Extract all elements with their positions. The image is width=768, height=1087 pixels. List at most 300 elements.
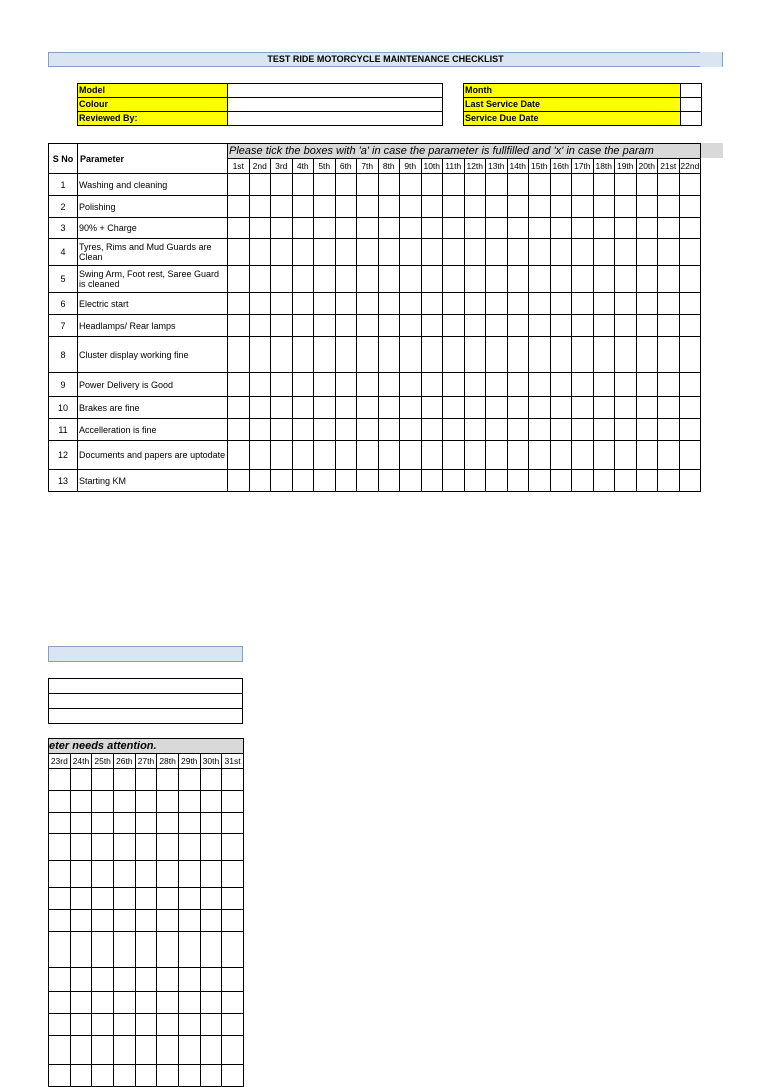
check-cell[interactable] — [292, 337, 314, 373]
check-cell[interactable] — [113, 861, 135, 888]
check-cell[interactable] — [200, 910, 222, 932]
check-cell[interactable] — [421, 196, 443, 218]
check-cell[interactable] — [113, 1036, 135, 1065]
check-cell[interactable] — [200, 932, 222, 968]
check-cell[interactable] — [464, 239, 486, 266]
check-cell[interactable] — [615, 373, 637, 397]
check-cell[interactable] — [49, 1065, 71, 1087]
check-cell[interactable] — [679, 373, 701, 397]
check-cell[interactable] — [314, 419, 336, 441]
check-cell[interactable] — [400, 419, 422, 441]
check-cell[interactable] — [178, 1036, 200, 1065]
check-cell[interactable] — [249, 239, 271, 266]
check-cell[interactable] — [228, 373, 250, 397]
check-cell[interactable] — [421, 470, 443, 492]
check-cell[interactable] — [378, 470, 400, 492]
check-cell[interactable] — [658, 315, 680, 337]
check-cell[interactable] — [443, 239, 465, 266]
check-cell[interactable] — [529, 337, 551, 373]
check-cell[interactable] — [314, 196, 336, 218]
check-cell[interactable] — [200, 834, 222, 861]
check-cell[interactable] — [636, 174, 658, 196]
check-cell[interactable] — [335, 315, 357, 337]
check-cell[interactable] — [357, 315, 379, 337]
check-cell[interactable] — [486, 218, 508, 239]
check-cell[interactable] — [135, 813, 157, 834]
check-cell[interactable] — [507, 196, 529, 218]
check-cell[interactable] — [443, 174, 465, 196]
check-cell[interactable] — [228, 266, 250, 293]
check-cell[interactable] — [271, 218, 293, 239]
check-cell[interactable] — [314, 373, 336, 397]
check-cell[interactable] — [292, 441, 314, 470]
check-cell[interactable] — [464, 293, 486, 315]
check-cell[interactable] — [357, 293, 379, 315]
check-cell[interactable] — [679, 239, 701, 266]
check-cell[interactable] — [679, 397, 701, 419]
check-cell[interactable] — [249, 397, 271, 419]
check-cell[interactable] — [200, 1065, 222, 1087]
check-cell[interactable] — [222, 1014, 244, 1036]
check-cell[interactable] — [49, 992, 71, 1014]
last-service-date-field[interactable] — [681, 98, 702, 112]
check-cell[interactable] — [249, 337, 271, 373]
check-cell[interactable] — [135, 992, 157, 1014]
check-cell[interactable] — [292, 397, 314, 419]
check-cell[interactable] — [135, 1014, 157, 1036]
check-cell[interactable] — [529, 218, 551, 239]
check-cell[interactable] — [593, 441, 615, 470]
check-cell[interactable] — [178, 932, 200, 968]
check-cell[interactable] — [507, 315, 529, 337]
reviewed-by-field[interactable] — [228, 112, 443, 126]
check-cell[interactable] — [378, 397, 400, 419]
check-cell[interactable] — [228, 441, 250, 470]
check-cell[interactable] — [464, 266, 486, 293]
check-cell[interactable] — [70, 910, 92, 932]
check-cell[interactable] — [200, 791, 222, 813]
check-cell[interactable] — [658, 239, 680, 266]
check-cell[interactable] — [70, 932, 92, 968]
check-cell[interactable] — [615, 218, 637, 239]
check-cell[interactable] — [314, 470, 336, 492]
check-cell[interactable] — [70, 813, 92, 834]
check-cell[interactable] — [92, 888, 114, 910]
check-cell[interactable] — [157, 1036, 179, 1065]
check-cell[interactable] — [249, 266, 271, 293]
check-cell[interactable] — [271, 419, 293, 441]
check-cell[interactable] — [178, 791, 200, 813]
check-cell[interactable] — [421, 293, 443, 315]
check-cell[interactable] — [271, 196, 293, 218]
check-cell[interactable] — [70, 1065, 92, 1087]
check-cell[interactable] — [464, 441, 486, 470]
check-cell[interactable] — [679, 174, 701, 196]
check-cell[interactable] — [357, 218, 379, 239]
check-cell[interactable] — [572, 419, 594, 441]
check-cell[interactable] — [271, 293, 293, 315]
check-cell[interactable] — [572, 470, 594, 492]
check-cell[interactable] — [249, 218, 271, 239]
check-cell[interactable] — [135, 968, 157, 992]
check-cell[interactable] — [658, 293, 680, 315]
check-cell[interactable] — [636, 397, 658, 419]
check-cell[interactable] — [222, 992, 244, 1014]
check-cell[interactable] — [529, 174, 551, 196]
check-cell[interactable] — [658, 470, 680, 492]
check-cell[interactable] — [135, 769, 157, 791]
check-cell[interactable] — [135, 791, 157, 813]
check-cell[interactable] — [178, 813, 200, 834]
check-cell[interactable] — [464, 196, 486, 218]
check-cell[interactable] — [400, 218, 422, 239]
check-cell[interactable] — [421, 174, 443, 196]
check-cell[interactable] — [157, 861, 179, 888]
check-cell[interactable] — [378, 373, 400, 397]
check-cell[interactable] — [178, 834, 200, 861]
check-cell[interactable] — [157, 1065, 179, 1087]
check-cell[interactable] — [92, 861, 114, 888]
check-cell[interactable] — [314, 174, 336, 196]
service-due-date-field[interactable] — [681, 112, 702, 126]
check-cell[interactable] — [228, 470, 250, 492]
check-cell[interactable] — [507, 174, 529, 196]
check-cell[interactable] — [421, 373, 443, 397]
check-cell[interactable] — [593, 315, 615, 337]
check-cell[interactable] — [636, 315, 658, 337]
check-cell[interactable] — [92, 910, 114, 932]
check-cell[interactable] — [507, 337, 529, 373]
check-cell[interactable] — [679, 293, 701, 315]
check-cell[interactable] — [400, 441, 422, 470]
check-cell[interactable] — [113, 910, 135, 932]
check-cell[interactable] — [200, 1036, 222, 1065]
check-cell[interactable] — [135, 861, 157, 888]
check-cell[interactable] — [228, 337, 250, 373]
check-cell[interactable] — [92, 834, 114, 861]
check-cell[interactable] — [222, 1065, 244, 1087]
check-cell[interactable] — [615, 337, 637, 373]
check-cell[interactable] — [636, 441, 658, 470]
check-cell[interactable] — [357, 441, 379, 470]
check-cell[interactable] — [658, 266, 680, 293]
check-cell[interactable] — [615, 293, 637, 315]
check-cell[interactable] — [572, 196, 594, 218]
check-cell[interactable] — [271, 266, 293, 293]
check-cell[interactable] — [572, 266, 594, 293]
check-cell[interactable] — [443, 419, 465, 441]
check-cell[interactable] — [593, 373, 615, 397]
check-cell[interactable] — [292, 218, 314, 239]
check-cell[interactable] — [400, 196, 422, 218]
check-cell[interactable] — [292, 266, 314, 293]
check-cell[interactable] — [400, 239, 422, 266]
check-cell[interactable] — [113, 888, 135, 910]
check-cell[interactable] — [507, 397, 529, 419]
check-cell[interactable] — [529, 397, 551, 419]
check-cell[interactable] — [378, 337, 400, 373]
check-cell[interactable] — [443, 337, 465, 373]
check-cell[interactable] — [529, 470, 551, 492]
check-cell[interactable] — [400, 174, 422, 196]
check-cell[interactable] — [335, 266, 357, 293]
check-cell[interactable] — [228, 293, 250, 315]
check-cell[interactable] — [615, 419, 637, 441]
check-cell[interactable] — [178, 888, 200, 910]
check-cell[interactable] — [314, 266, 336, 293]
check-cell[interactable] — [70, 1036, 92, 1065]
check-cell[interactable] — [486, 397, 508, 419]
check-cell[interactable] — [507, 441, 529, 470]
check-cell[interactable] — [292, 419, 314, 441]
check-cell[interactable] — [486, 337, 508, 373]
check-cell[interactable] — [292, 315, 314, 337]
check-cell[interactable] — [49, 932, 71, 968]
check-cell[interactable] — [529, 266, 551, 293]
check-cell[interactable] — [157, 888, 179, 910]
check-cell[interactable] — [679, 470, 701, 492]
check-cell[interactable] — [228, 218, 250, 239]
check-cell[interactable] — [249, 373, 271, 397]
check-cell[interactable] — [529, 239, 551, 266]
check-cell[interactable] — [357, 266, 379, 293]
check-cell[interactable] — [486, 293, 508, 315]
check-cell[interactable] — [464, 470, 486, 492]
check-cell[interactable] — [615, 397, 637, 419]
check-cell[interactable] — [157, 932, 179, 968]
check-cell[interactable] — [572, 373, 594, 397]
check-cell[interactable] — [314, 239, 336, 266]
check-cell[interactable] — [113, 769, 135, 791]
check-cell[interactable] — [113, 791, 135, 813]
check-cell[interactable] — [49, 861, 71, 888]
check-cell[interactable] — [49, 834, 71, 861]
check-cell[interactable] — [572, 337, 594, 373]
check-cell[interactable] — [679, 218, 701, 239]
check-cell[interactable] — [378, 218, 400, 239]
check-cell[interactable] — [550, 441, 572, 470]
check-cell[interactable] — [178, 910, 200, 932]
check-cell[interactable] — [421, 218, 443, 239]
check-cell[interactable] — [222, 1036, 244, 1065]
check-cell[interactable] — [49, 769, 71, 791]
check-cell[interactable] — [222, 932, 244, 968]
check-cell[interactable] — [314, 218, 336, 239]
check-cell[interactable] — [70, 1014, 92, 1036]
check-cell[interactable] — [113, 992, 135, 1014]
check-cell[interactable] — [421, 315, 443, 337]
check-cell[interactable] — [443, 373, 465, 397]
check-cell[interactable] — [249, 419, 271, 441]
check-cell[interactable] — [636, 337, 658, 373]
check-cell[interactable] — [135, 1036, 157, 1065]
check-cell[interactable] — [249, 315, 271, 337]
check-cell[interactable] — [572, 174, 594, 196]
check-cell[interactable] — [529, 196, 551, 218]
check-cell[interactable] — [593, 470, 615, 492]
check-cell[interactable] — [292, 196, 314, 218]
check-cell[interactable] — [335, 337, 357, 373]
check-cell[interactable] — [679, 266, 701, 293]
check-cell[interactable] — [314, 293, 336, 315]
check-cell[interactable] — [658, 373, 680, 397]
check-cell[interactable] — [49, 813, 71, 834]
check-cell[interactable] — [92, 813, 114, 834]
check-cell[interactable] — [486, 470, 508, 492]
check-cell[interactable] — [200, 813, 222, 834]
check-cell[interactable] — [636, 293, 658, 315]
check-cell[interactable] — [400, 266, 422, 293]
check-cell[interactable] — [113, 932, 135, 968]
check-cell[interactable] — [222, 910, 244, 932]
check-cell[interactable] — [135, 1065, 157, 1087]
check-cell[interactable] — [292, 373, 314, 397]
check-cell[interactable] — [335, 470, 357, 492]
check-cell[interactable] — [658, 397, 680, 419]
check-cell[interactable] — [550, 266, 572, 293]
check-cell[interactable] — [443, 293, 465, 315]
check-cell[interactable] — [271, 174, 293, 196]
check-cell[interactable] — [357, 373, 379, 397]
check-cell[interactable] — [572, 239, 594, 266]
check-cell[interactable] — [378, 266, 400, 293]
check-cell[interactable] — [157, 769, 179, 791]
check-cell[interactable] — [550, 315, 572, 337]
check-cell[interactable] — [271, 470, 293, 492]
check-cell[interactable] — [572, 293, 594, 315]
check-cell[interactable] — [113, 1065, 135, 1087]
check-cell[interactable] — [157, 791, 179, 813]
check-cell[interactable] — [70, 968, 92, 992]
check-cell[interactable] — [292, 293, 314, 315]
check-cell[interactable] — [178, 968, 200, 992]
check-cell[interactable] — [271, 441, 293, 470]
check-cell[interactable] — [200, 769, 222, 791]
check-cell[interactable] — [222, 769, 244, 791]
check-cell[interactable] — [593, 218, 615, 239]
check-cell[interactable] — [507, 373, 529, 397]
check-cell[interactable] — [572, 315, 594, 337]
check-cell[interactable] — [222, 834, 244, 861]
check-cell[interactable] — [314, 441, 336, 470]
check-cell[interactable] — [292, 239, 314, 266]
check-cell[interactable] — [157, 968, 179, 992]
check-cell[interactable] — [550, 470, 572, 492]
check-cell[interactable] — [92, 968, 114, 992]
check-cell[interactable] — [572, 397, 594, 419]
check-cell[interactable] — [550, 419, 572, 441]
check-cell[interactable] — [421, 337, 443, 373]
check-cell[interactable] — [335, 293, 357, 315]
check-cell[interactable] — [92, 769, 114, 791]
check-cell[interactable] — [49, 1036, 71, 1065]
check-cell[interactable] — [400, 373, 422, 397]
check-cell[interactable] — [550, 239, 572, 266]
check-cell[interactable] — [400, 470, 422, 492]
check-cell[interactable] — [550, 218, 572, 239]
check-cell[interactable] — [70, 992, 92, 1014]
check-cell[interactable] — [443, 218, 465, 239]
check-cell[interactable] — [593, 266, 615, 293]
check-cell[interactable] — [658, 218, 680, 239]
check-cell[interactable] — [400, 315, 422, 337]
check-cell[interactable] — [135, 932, 157, 968]
check-cell[interactable] — [249, 196, 271, 218]
check-cell[interactable] — [464, 315, 486, 337]
check-cell[interactable] — [615, 315, 637, 337]
check-cell[interactable] — [658, 174, 680, 196]
check-cell[interactable] — [378, 196, 400, 218]
check-cell[interactable] — [464, 337, 486, 373]
check-cell[interactable] — [464, 419, 486, 441]
check-cell[interactable] — [157, 910, 179, 932]
check-cell[interactable] — [49, 968, 71, 992]
check-cell[interactable] — [636, 218, 658, 239]
check-cell[interactable] — [615, 196, 637, 218]
check-cell[interactable] — [249, 293, 271, 315]
check-cell[interactable] — [529, 419, 551, 441]
check-cell[interactable] — [92, 1036, 114, 1065]
check-cell[interactable] — [443, 397, 465, 419]
check-cell[interactable] — [335, 441, 357, 470]
check-cell[interactable] — [113, 834, 135, 861]
check-cell[interactable] — [486, 239, 508, 266]
check-cell[interactable] — [92, 1065, 114, 1087]
check-cell[interactable] — [335, 196, 357, 218]
check-cell[interactable] — [507, 293, 529, 315]
check-cell[interactable] — [292, 470, 314, 492]
check-cell[interactable] — [49, 910, 71, 932]
check-cell[interactable] — [113, 813, 135, 834]
check-cell[interactable] — [228, 196, 250, 218]
check-cell[interactable] — [357, 337, 379, 373]
check-cell[interactable] — [421, 419, 443, 441]
check-cell[interactable] — [314, 397, 336, 419]
check-cell[interactable] — [658, 196, 680, 218]
check-cell[interactable] — [200, 1014, 222, 1036]
check-cell[interactable] — [378, 174, 400, 196]
check-cell[interactable] — [636, 470, 658, 492]
check-cell[interactable] — [70, 791, 92, 813]
check-cell[interactable] — [486, 315, 508, 337]
check-cell[interactable] — [615, 174, 637, 196]
check-cell[interactable] — [615, 441, 637, 470]
check-cell[interactable] — [464, 218, 486, 239]
check-cell[interactable] — [421, 266, 443, 293]
check-cell[interactable] — [70, 769, 92, 791]
check-cell[interactable] — [113, 968, 135, 992]
check-cell[interactable] — [400, 293, 422, 315]
check-cell[interactable] — [249, 441, 271, 470]
check-cell[interactable] — [228, 419, 250, 441]
check-cell[interactable] — [157, 992, 179, 1014]
check-cell[interactable] — [157, 834, 179, 861]
check-cell[interactable] — [443, 315, 465, 337]
check-cell[interactable] — [222, 791, 244, 813]
check-cell[interactable] — [593, 239, 615, 266]
check-cell[interactable] — [49, 791, 71, 813]
check-cell[interactable] — [572, 441, 594, 470]
check-cell[interactable] — [357, 174, 379, 196]
check-cell[interactable] — [178, 1014, 200, 1036]
check-cell[interactable] — [200, 992, 222, 1014]
check-cell[interactable] — [222, 813, 244, 834]
check-cell[interactable] — [249, 470, 271, 492]
check-cell[interactable] — [679, 337, 701, 373]
check-cell[interactable] — [178, 992, 200, 1014]
check-cell[interactable] — [335, 239, 357, 266]
check-cell[interactable] — [529, 315, 551, 337]
